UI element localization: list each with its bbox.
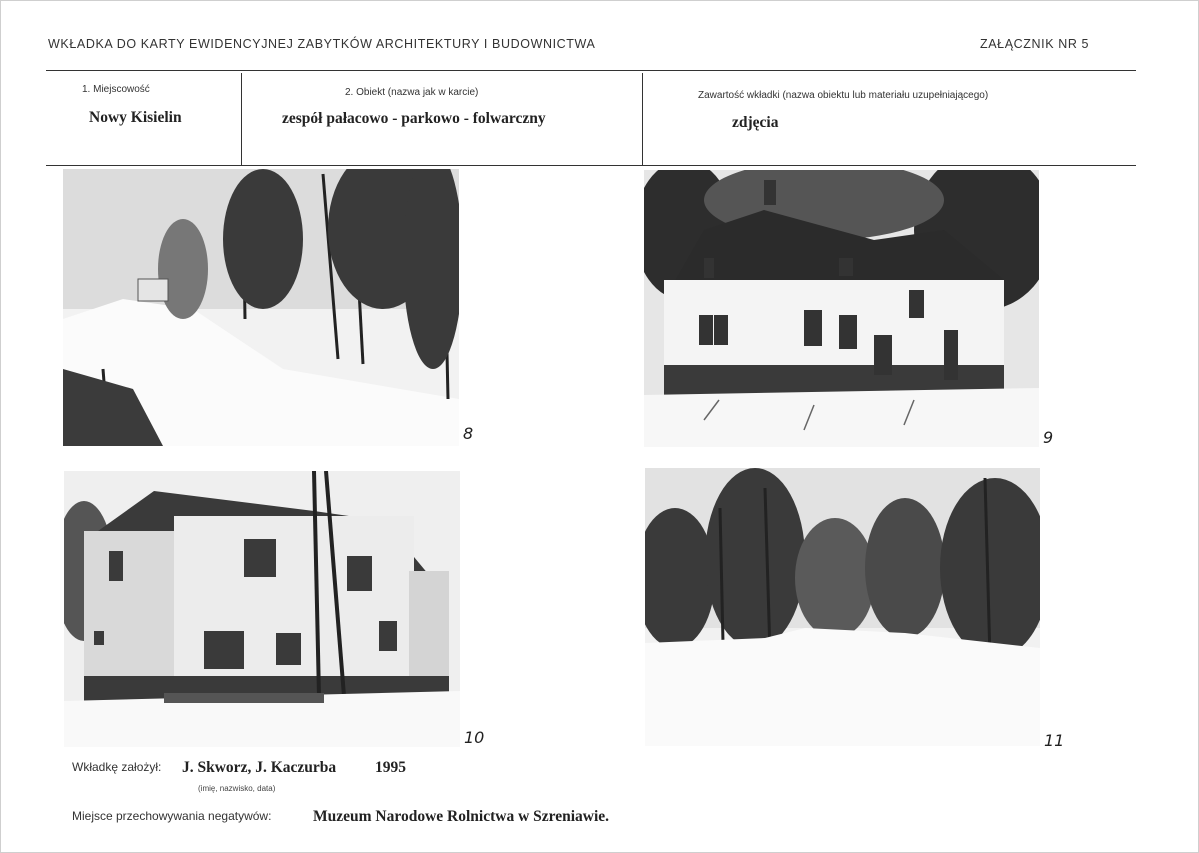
form-divider-2	[642, 73, 643, 165]
document-title: WKŁADKA DO KARTY EWIDENCYJNEJ ZABYTKÓW ARCHITEKTURY I BUDOWNICTWA	[48, 37, 596, 51]
author-label: Wkładkę założył:	[72, 760, 162, 774]
author-year: 1995	[375, 759, 406, 776]
photo-number-11: 11	[1044, 731, 1065, 750]
object-value: zespół pałacowo - parkowo - folwarczny	[282, 110, 546, 127]
locality-value: Nowy Kisielin	[89, 109, 182, 126]
photo-8-snowy-slope	[63, 169, 459, 446]
form-divider-1	[241, 73, 242, 165]
photo-10-house-side	[64, 471, 460, 747]
locality-label: 1. Miejscowość	[82, 84, 150, 95]
photo-number-8: 8	[463, 424, 474, 443]
content-label: Zawartość wkładki (nazwa obiektu lub materiału uzupełniającego)	[698, 90, 989, 101]
storage-value: Muzeum Narodowe Rolnictwa w Szreniawie.	[313, 808, 610, 825]
form-top-line	[46, 70, 1136, 71]
photo-11-winter-park	[645, 468, 1040, 746]
object-label: 2. Obiekt (nazwa jak w karcie)	[345, 87, 479, 98]
author-value: J. Skworz, J. Kaczurba	[182, 759, 337, 776]
photo-9-manor-house	[644, 170, 1039, 447]
content-value: zdjęcia	[732, 114, 779, 131]
storage-label: Miejsce przechowywania negatywów:	[72, 809, 272, 823]
photo-number-10: 10	[464, 728, 485, 747]
photo-number-9: 9	[1043, 428, 1054, 447]
author-hint: (imię, nazwisko, data)	[198, 784, 276, 793]
annex-number: ZAŁĄCZNIK NR 5	[980, 37, 1090, 51]
form-bottom-line	[46, 165, 1136, 166]
